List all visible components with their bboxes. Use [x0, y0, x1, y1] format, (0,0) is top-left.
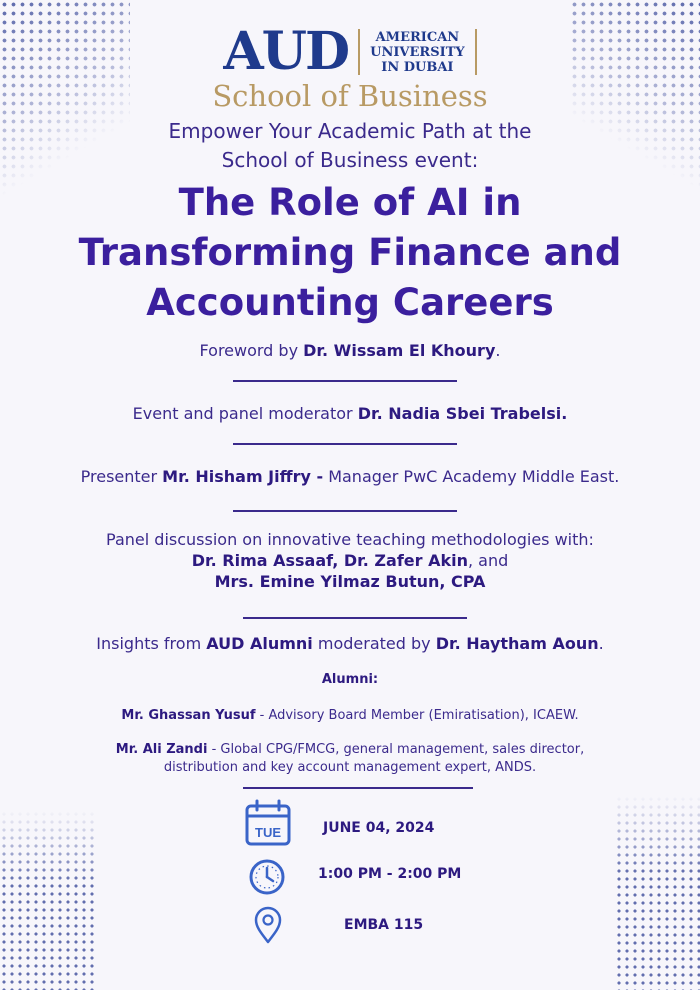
alumni-description: - Advisory Board Member (Emiratisation), ICAEW. [255, 708, 579, 723]
moderator-name: Dr. Nadia Sbei Trabelsi. [357, 404, 568, 423]
presenter-role: Manager PwC Academy Middle East. [323, 467, 620, 486]
alumni-item [0, 707, 700, 725]
logo-school-name: School of Business [212, 79, 488, 113]
insights-org: AUD Alumni [206, 634, 313, 653]
intro-text [0, 117, 700, 175]
alumni-name: Mr. Ali Zandi [115, 742, 208, 757]
title-line-3: Accounting Careers [146, 281, 554, 324]
logo-divider-right [475, 29, 477, 75]
presenter-name: Mr. Hisham Jiffry - [162, 467, 324, 486]
calendar-day-label: TUE [255, 825, 281, 840]
foreword-prefix: Foreword by [199, 341, 304, 360]
event-date: JUNE 04, 2024 [323, 820, 435, 836]
logo-university-name [370, 30, 465, 75]
moderator-prefix: Event and panel moderator [132, 404, 358, 423]
divider [233, 443, 457, 445]
logo-divider [358, 29, 360, 75]
logo-name-line-2: UNIVERSITY [370, 44, 465, 60]
insights-prefix: Insights from [96, 634, 207, 653]
location-pin-icon [253, 906, 283, 948]
panel-names-line-1: Dr. Rima Assaaf, Dr. Zafer Akin [191, 551, 468, 570]
foreword-line [0, 341, 700, 360]
foreword-name: Dr. Wissam El Khoury [303, 341, 496, 360]
intro-line-1: Empower Your Academic Path at the [168, 119, 532, 143]
divider [243, 787, 473, 789]
insights-moderator-name: Dr. Haytham Aoun [435, 634, 599, 653]
title-line-2: Transforming Finance and [78, 231, 622, 274]
logo-mark: AUD [223, 21, 349, 82]
calendar-icon [245, 799, 291, 851]
insights-line [0, 634, 700, 653]
decorative-dots-bottom-left [0, 810, 95, 990]
decorative-dots-bottom-right [615, 795, 700, 990]
logo-name-line-3: IN DUBAI [381, 59, 454, 75]
event-time: 1:00 PM - 2:00 PM [318, 866, 462, 882]
divider [243, 617, 467, 619]
aud-logo [0, 21, 700, 113]
presenter-line [0, 467, 700, 486]
alumni-description: - Global CPG/FMCG, general management, sales director, [207, 742, 585, 757]
intro-line-2: School of Business event: [221, 148, 479, 172]
alumni-item [0, 741, 700, 777]
title-line-1: The Role of AI in [178, 181, 522, 224]
divider [233, 510, 457, 512]
event-location: EMBA 115 [344, 917, 424, 933]
presenter-prefix: Presenter [80, 467, 163, 486]
divider [233, 380, 457, 382]
insights-suffix: . [598, 634, 604, 653]
alumni-heading [0, 671, 700, 689]
event-title [0, 178, 700, 328]
alumni-heading-text: Alumni: [321, 672, 379, 687]
foreword-suffix: . [495, 341, 501, 360]
alumni-description-line-2: distribution and key account management expert, ANDS. [163, 760, 537, 775]
clock-icon [248, 858, 286, 900]
panel-names-joiner: , and [467, 551, 509, 570]
panel-intro: Panel discussion on innovative teaching methodologies with: [106, 530, 594, 549]
panel-names-line-2: Mrs. Emine Yilmaz Butun, CPA [214, 572, 486, 591]
panel-block [0, 529, 700, 592]
moderator-line [0, 404, 700, 423]
insights-middle: moderated by [312, 634, 436, 653]
alumni-name: Mr. Ghassan Yusuf [121, 708, 256, 723]
logo-name-line-1: AMERICAN [375, 29, 460, 45]
